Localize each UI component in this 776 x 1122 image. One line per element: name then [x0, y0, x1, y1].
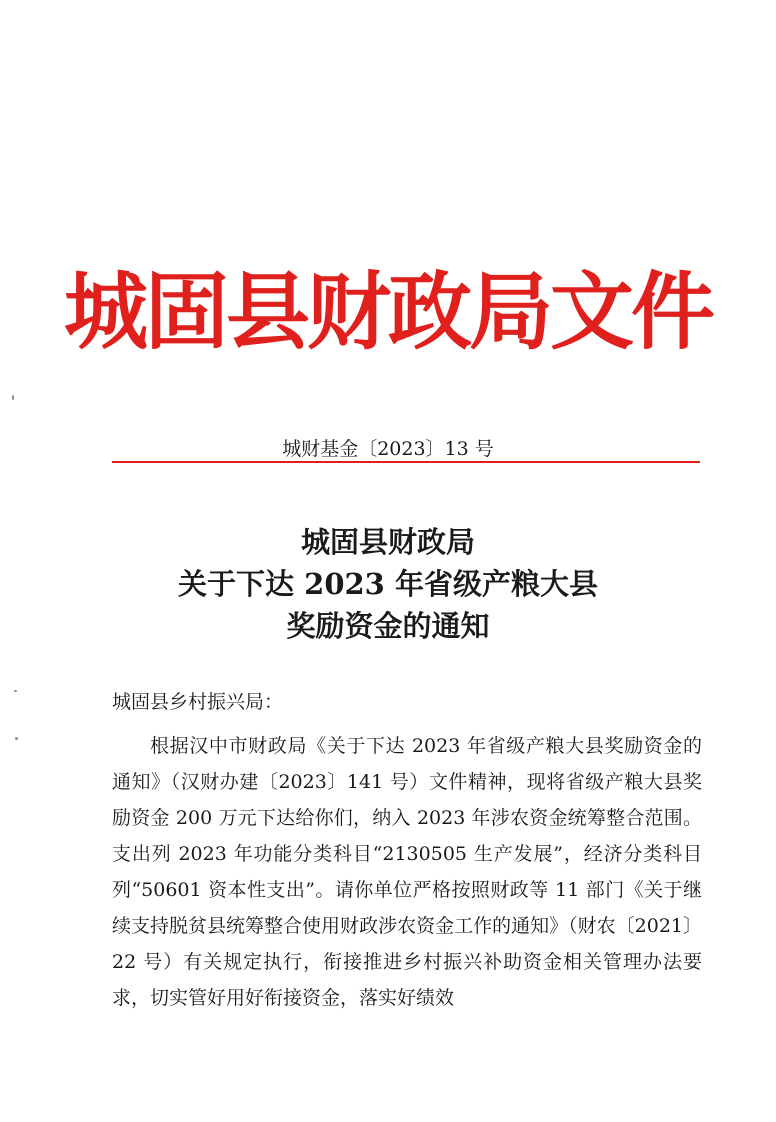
scan-speck — [14, 690, 17, 692]
heading-line-1: 城固县财政局 — [300, 525, 475, 559]
red-divider-line — [112, 461, 700, 463]
scan-speck — [15, 737, 18, 740]
salutation: 城固县乡村振兴局： — [112, 691, 284, 713]
scan-speck — [12, 395, 14, 400]
heading-line-3: 奖励资金的通知 — [286, 609, 490, 643]
heading-line-2: 关于下达 2023 年省级产粮大县 — [178, 567, 598, 601]
document-number: 城财基金〔2023〕13 号 — [282, 438, 494, 460]
document-heading — [0, 521, 776, 647]
issuer-title: 城固县财政局文件 — [63, 262, 712, 361]
body-paragraph: 根据汉中市财政局《关于下达 2023 年省级产粮大县奖励资金的通知》（汉财办建〔2023〕141 号）文件精神，现将省级产粮大县奖励资金 200 万元下达给你们，纳入 2023 年涉农资金统筹整合范围。支出列 2023 年功能分类科目“2130505 生产发展”，经济分类科目列“50601 资本性支出”。请你单位严格按照财政等 11 部门《关于继续支持脱贫县统筹整合使用财政涉农资金工作的通知》（财农〔2021〕22 号）有关规定执行，衔接推进乡村振兴补助资金相关管理办法要求，切实管好用好衔接资金，落实好绩效 — [112, 735, 702, 1009]
